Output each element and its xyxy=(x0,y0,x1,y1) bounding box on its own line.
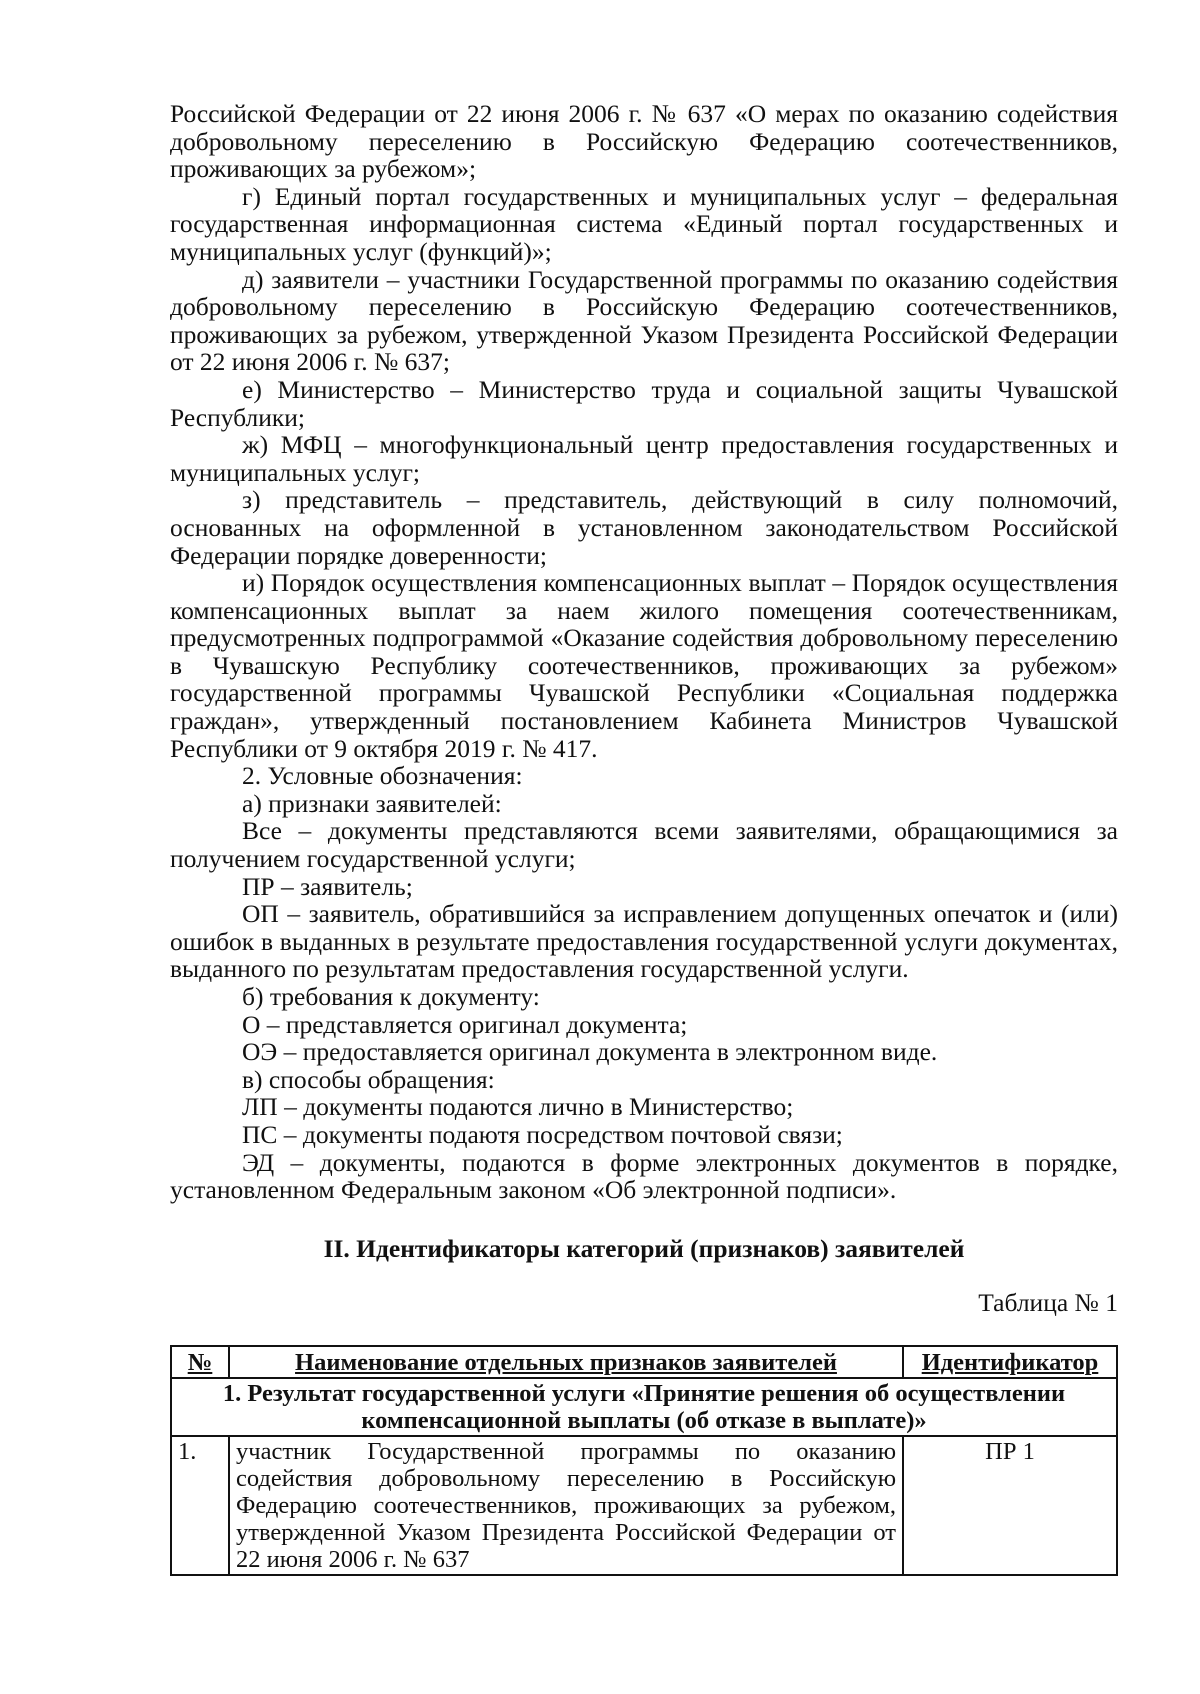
header-number: № xyxy=(171,1346,229,1378)
row-name: участник Государственной программы по оказанию содействия добровольному переселению в Российскую Федерацию соотечественников, проживающих за рубежом, утвержденной Указом Президента Российской Федерации от 22 июня 2006 г. № 637 xyxy=(229,1436,903,1575)
paragraph-oe: ОЭ – предоставляется оригинал документа в электронном виде. xyxy=(242,1037,938,1067)
table-row xyxy=(171,1436,1117,1575)
paragraph-op: ОП – заявитель, обратившийся за исправлением допущенных опечаток и (или) ошибок в выданных в результате предоставления государственной услуги документах, выданного по результатам предоставления государственной услуги. xyxy=(170,899,1118,984)
paragraph-z: з) представитель – представитель, действующий в силу полномочий, основанных на оформленной в установленном законодательством Российской Федерации порядке доверенности; xyxy=(170,485,1118,570)
paragraph-zh: ж) МФЦ – многофункциональный центр предоставления государственных и муниципальных услуг; xyxy=(170,430,1118,487)
row-identifier: ПР 1 xyxy=(903,1436,1117,1575)
paragraph-continuation: Российской Федерации от 22 июня 2006 г. № 637 «О мерах по оказанию содействия добровольному переселению в Российскую Федерацию соотечественников, проживающих за рубежом»; xyxy=(170,99,1118,184)
paragraph-b: б) требования к документу: xyxy=(242,982,540,1011)
paragraph-v: в) способы обращения: xyxy=(242,1064,495,1094)
paragraph-ps: ПС – документы подаютя посредством почтовой связи; xyxy=(242,1119,843,1149)
paragraph-a: а) признаки заявителей: xyxy=(242,788,502,818)
table-label: Таблица № 1 xyxy=(978,1287,1118,1317)
header-identifier: Идентификатор xyxy=(903,1346,1117,1378)
row-number: 1. xyxy=(171,1436,229,1575)
table-header-row xyxy=(171,1346,1117,1378)
group-title: 1. Результат государственной услуги «Принятие решения об осуществлении компенсационной выплаты (об отказе в выплате)» xyxy=(171,1378,1117,1436)
paragraph-d: д) заявители – участники Государственной программы по оказанию содействия добровольному переселению в Российскую Федерацию соотечественников, проживающих за рубежом, утвержденной Указом Президента Российской Федерации от 22 июня 2006 г. № 637; xyxy=(170,264,1118,377)
paragraph-o: О – представляется оригинал документа; xyxy=(242,1009,688,1039)
paragraph-i: и) Порядок осуществления компенсационных выплат – Порядок осуществления компенсационных выплат за наем жилого помещения соотечественникам, предусмотренных подпрограммой «Оказание содействия добровольному переселению в Чувашскую Республику соотечественников, проживающих за рубежом» государственной программы Чувашской Республики «Социальная поддержка граждан», утвержденный постановлением Кабинета Министров Чувашской Республики от 9 октября 2019 г. № 417. xyxy=(170,568,1118,763)
paragraph-conventions: 2. Условные обозначения: xyxy=(242,761,523,791)
paragraph-vse: Все – документы представляются всеми заявителями, обращающимися за получением государственной услуги; xyxy=(170,816,1118,874)
paragraph-lp: ЛП – документы подаются лично в Министерство; xyxy=(242,1092,794,1122)
paragraph-e: е) Министерство – Министерство труда и социальной защиты Чувашской Республики; xyxy=(170,374,1118,432)
paragraph-g: г) Единый портал государственных и муниципальных услуг – федеральная государственная информационная система «Единый портал государственных и муниципальных услуг (функций)»; xyxy=(170,181,1118,266)
header-name: Наименование отдельных признаков заявителей xyxy=(229,1346,903,1378)
document-page xyxy=(170,100,1118,1576)
section-title: II. Идентификаторы категорий (признаков) заявителей xyxy=(323,1233,965,1263)
applicant-identifiers-table xyxy=(170,1345,1118,1576)
paragraph-pr: ПР – заявитель; xyxy=(242,871,413,901)
paragraph-ed: ЭД – документы, подаются в форме электронных документов в порядке, установленном Федеральным законом «Об электронной подписи». xyxy=(170,1147,1118,1205)
table-group-row xyxy=(171,1378,1117,1436)
